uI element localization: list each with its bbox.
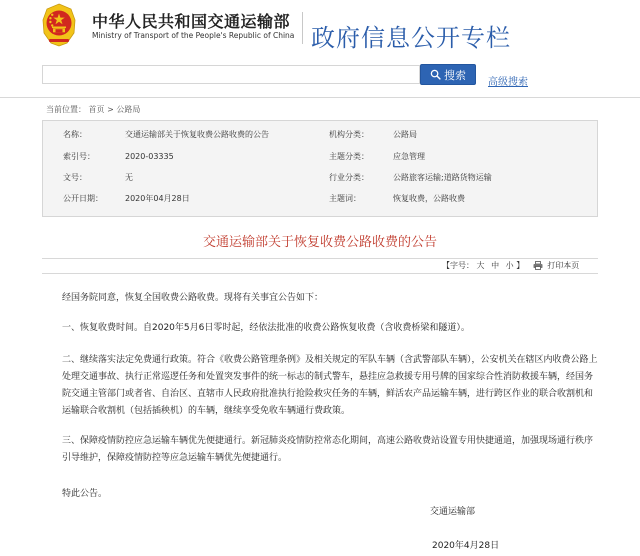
metadata-value: 交通运输部关于恢复收费公路收费的公告 xyxy=(125,130,269,139)
title-divider xyxy=(42,258,598,259)
site-header xyxy=(0,0,640,60)
print-page-link[interactable]: 打印本页 xyxy=(547,261,580,270)
font-size-large-button[interactable]: 大 xyxy=(476,261,485,270)
article-paragraph: 三、保障疫情防控应急运输车辆优先便捷通行。新冠肺炎疫情防控常态化期间，高速公路收费站设置专用快捷通道，加强现场通行秩序引导维护，保障疫情防控等应急运输车辆优先便捷通行。 xyxy=(62,436,594,463)
metadata-value: 无 xyxy=(125,173,133,182)
article-paragraph: 一、恢复收费时间。自2020年5月6日零时起，经依法批准的收费公路恢复收费（含收费桥梁和隧道）。 xyxy=(62,323,470,333)
breadcrumb-home-link[interactable]: 首页 xyxy=(88,105,105,114)
metadata-row xyxy=(43,190,599,208)
search-icon xyxy=(430,69,441,80)
metadata-row xyxy=(43,169,599,187)
metadata-label: 索引号： xyxy=(63,152,95,161)
font-size-medium-button[interactable]: 中 xyxy=(491,261,500,270)
metadata-value: 2020年04月28日 xyxy=(125,194,190,203)
toolbar-divider xyxy=(42,273,598,274)
breadcrumb-prefix: 当前位置： xyxy=(46,105,86,114)
metadata-label: 名称： xyxy=(63,130,87,139)
font-size-bracket: 】 xyxy=(516,261,525,270)
metadata-label: 公开日期： xyxy=(63,194,103,203)
search-button[interactable] xyxy=(420,64,476,85)
article-title: 交通运输部关于恢复收费公路收费的公告 xyxy=(202,235,437,250)
advanced-search-link[interactable]: 高级搜索 xyxy=(488,77,528,88)
font-size-label: 【字号： xyxy=(442,261,474,270)
search-button-label: 搜索 xyxy=(444,68,466,82)
section-title: 政府信息公开专栏 xyxy=(311,24,511,52)
metadata-label: 主题分类： xyxy=(329,152,369,161)
ministry-name-cn: 中华人民共和国交通运输部 xyxy=(92,12,291,31)
breadcrumb-bar xyxy=(0,97,640,119)
article-paragraph: 经国务院同意，恢复全国收费公路收费。现将有关事宜公告如下： xyxy=(62,293,324,303)
metadata-value: 应急管理 xyxy=(393,152,425,161)
article-toolbar xyxy=(442,260,579,272)
metadata-value: 2020-03335 xyxy=(125,152,174,161)
metadata-label: 主题词： xyxy=(329,194,361,203)
metadata-label: 行业分类： xyxy=(329,173,369,182)
ministry-name-en: Ministry of Transport of the People's Republic of China xyxy=(92,31,295,40)
metadata-label: 机构分类： xyxy=(329,130,369,139)
metadata-value: 公路旅客运输;道路货物运输 xyxy=(393,173,492,182)
metadata-value: 恢复收费，公路收费 xyxy=(393,194,465,203)
metadata-row xyxy=(43,148,599,166)
metadata-value: 公路局 xyxy=(393,130,417,139)
font-size-small-button[interactable]: 小 xyxy=(505,261,514,270)
metadata-row xyxy=(43,126,599,144)
signature-organization: 交通运输部 xyxy=(430,507,476,517)
metadata-label: 文号： xyxy=(63,173,87,182)
signature-date: 2020年4月28日 xyxy=(432,541,500,551)
printer-icon[interactable] xyxy=(533,261,543,270)
search-input[interactable] xyxy=(42,65,420,84)
header-divider xyxy=(302,12,303,44)
article-paragraph: 二、继续落实法定免费通行政策。符合《收费公路管理条例》及相关规定的军队车辆（含武警部队车辆），公安机关在辖区内收费公路上处理交通事故、执行正常巡逻任务和处置突发事件的统一标志的制式警车，悬挂应急救援专用号牌的国家综合性消防救援车辆，经国务院交通主管部门或者省、自治区、直辖市人民政府批准执行抢险救灾任务的车辆，鲜活农产品运输车辆，进行跨区作业的联合收割机和运输联合收割机（包括插秧机）的车辆，继续享受免收车辆通行费政策。 xyxy=(62,355,598,416)
document-metadata xyxy=(42,120,598,217)
national-emblem-icon xyxy=(40,3,78,47)
breadcrumb xyxy=(46,104,140,115)
breadcrumb-separator: > xyxy=(107,105,114,114)
breadcrumb-current-link[interactable]: 公路局 xyxy=(116,105,141,114)
article-paragraph: 特此公告。 xyxy=(62,489,108,499)
